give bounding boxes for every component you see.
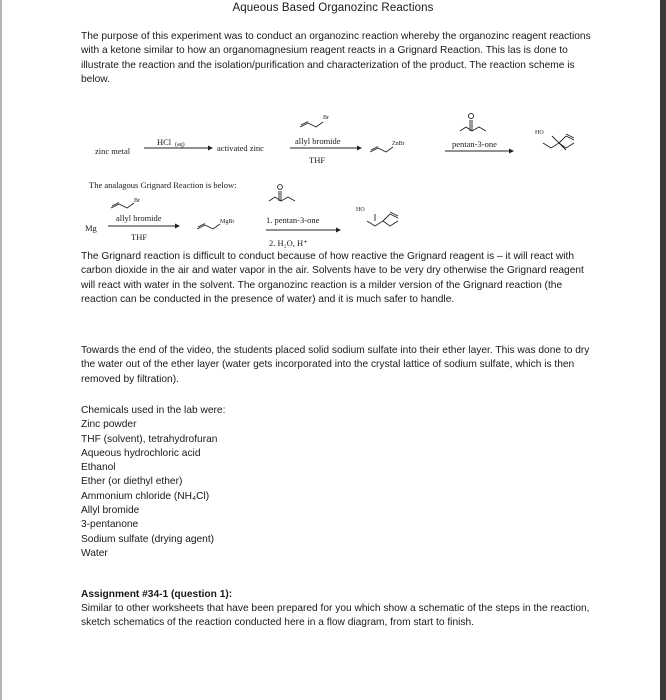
arrow-hcl-head <box>208 146 213 151</box>
chemical-item: Water <box>81 547 108 559</box>
intro-paragraph: The purpose of this experiment was to conduct an organozinc reaction whereby the organozinc reagent reactions with a ketone similar to how an organomagnesium reagent reacts in a Grignard Reaction. This las is done to illustrate the reaction and the isolation/purification and characterization of the product. The reaction scheme is below. <box>81 31 591 85</box>
arrow-pentanone-head <box>509 149 514 154</box>
chemicals-heading: Chemicals used in the lab were: <box>81 405 226 416</box>
chemical-item: Aqueous hydrochloric acid <box>81 447 201 459</box>
sodium-sulfate-paragraph: Towards the end of the video, the students placed solid sodium sulfate into their ether layer. This was done to dry the water out of the ether layer (water gets incorporated into the crystal lattice of sodium sulfate, which is then removed by filtration). <box>81 345 590 385</box>
activated-zinc-label: activated zinc <box>217 143 264 153</box>
allylzinc-bromide-structure <box>370 147 393 153</box>
ho-label-1: HO <box>535 130 544 136</box>
document-title: Aqueous Based Organozinc Reactions <box>232 2 434 14</box>
znbr-label: ZnBr <box>392 141 405 147</box>
arrow-grignard-addition-head <box>336 228 341 233</box>
thf-label-2: THF <box>131 232 148 242</box>
pentan-3-one-structure-2 <box>269 185 295 201</box>
arrow-allyl-bromide-head <box>357 146 362 151</box>
allyl-bromide-structure-1 <box>300 122 323 128</box>
chemical-item: Ammonium chloride (NH₄Cl) <box>81 490 210 502</box>
br-label-2: Br <box>134 198 140 204</box>
chemical-item: THF (solvent), tetrahydrofuran <box>81 433 218 445</box>
chemical-item: Zinc powder <box>81 419 137 431</box>
step2-label: 2. H₂O, H⁺ <box>269 238 308 248</box>
chemical-item: Ether (or diethyl ether) <box>81 476 183 488</box>
product-alcohol-structure-2 <box>367 212 398 226</box>
reaction-schemes <box>0 0 666 260</box>
step1-label: 1. pentan-3-one <box>266 215 320 225</box>
zinc-metal-label: zinc metal <box>95 146 131 156</box>
chemical-item: Allyl bromide <box>81 505 140 517</box>
assignment-text: Similar to other worksheets that have been prepared for you which show a schematic of the steps in the reaction, sketch schematics of the reaction conducted here in a flow diagram, from start to finish. <box>81 603 590 629</box>
grignard-intro-text: The analagous Grignard Reaction is below: <box>89 180 237 190</box>
allyl-bromide-label-1: allyl bromide <box>295 136 341 146</box>
allyl-bromide-structure-2 <box>111 203 134 209</box>
pentan-3-one-structure-1 <box>460 113 486 131</box>
thf-label-1: THF <box>309 155 326 165</box>
chemical-item: Sodium sulfate (drying agent) <box>81 533 215 545</box>
product-alcohol-structure-1 <box>543 134 574 150</box>
arrow-grignard-formation-head <box>175 224 180 229</box>
allylmagnesium-bromide-structure <box>197 224 220 230</box>
chemical-item: 3-pentanone <box>81 519 139 531</box>
allyl-bromide-label-2: allyl bromide <box>116 213 162 223</box>
grignard-difficulty-paragraph: The Grignard reaction is difficult to conduct because of how reactive the Grignard reagent is – it will react with carbon dioxide in the air and water vapor in the air. Solvents have to be very dry otherwise the Grignard reagent will react with water in the solvent. The organozinc reaction is a milder version of the Grignard reaction (the reaction can be conducted in the presence of water) and it is much safer to handle. <box>81 251 584 305</box>
br-label-1: Br <box>323 115 329 121</box>
pentan-3-one-label-1: pentan-3-one <box>452 139 497 149</box>
chemicals-list <box>81 404 225 561</box>
ho-label-2: HO <box>356 207 365 213</box>
mg-label: Mg <box>85 223 97 233</box>
mgbr-label: MgBr <box>220 219 235 225</box>
chemical-item: Ethanol <box>81 462 116 474</box>
assignment-heading: Assignment #34-1 (question 1): <box>81 589 233 600</box>
hcl-aq-subscript: (aq) <box>175 142 185 148</box>
hcl-label: HCl <box>157 137 172 147</box>
